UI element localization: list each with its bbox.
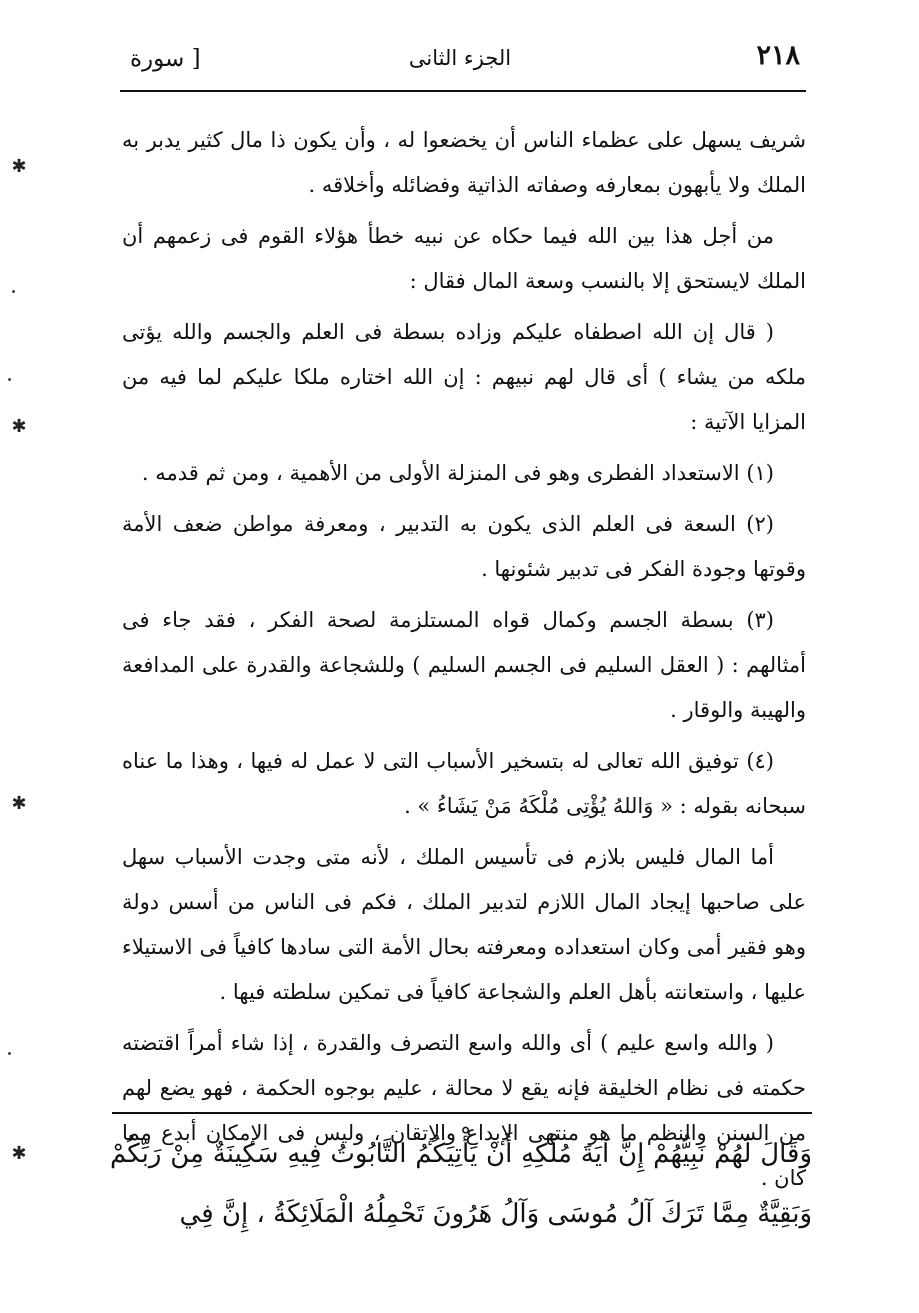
scan-speck <box>8 378 11 381</box>
scan-speck <box>12 290 15 293</box>
list-item-2: (٢) السعة فى العلم الذى يكون به التدبير ، ومعرفة مواطن ضعف الأمة وقوتها وجودة الفكر فى تدبير شئونها . <box>122 512 806 581</box>
margin-mark: ✱ <box>11 1143 27 1164</box>
paragraph-4: أما المال فليس بلازم فى تأسيس الملك ، لأنه متى وجدت الأسباب سهل على صاحبها إيجاد المال اللازم لتدبير الملك ، فكم فى الناس من أسس دولة وهو فقير أمى وكان استعداده ومعرفته بحال الأمة التى سادها كافياً فى الاستيلاء عليها ، واستعانته بأهل العلم والشجاعة كافياً فى تمكين سلطته فيها . <box>122 845 806 1004</box>
verse-rule <box>112 1112 812 1114</box>
header-rule <box>120 90 806 92</box>
margin-mark: ✱ <box>11 416 27 437</box>
paragraph-3: ( قال إن الله اصطفاه عليكم وزاده بسطة فى العلم والجسم والله يؤتى ملكه من يشاء ) أى قال لهم نبيهم : إن الله اختاره ملكا عليكم لما فيه من المزايا الآتية : <box>122 320 806 434</box>
sura-label: [ سورة <box>130 46 201 72</box>
paragraph-2: من أجل هذا بين الله فيما حكاه عن نبيه خطأ هؤلاء القوم فى زعمهم أن الملك لايستحق إلا بالنسب وسعة المال فقال : <box>122 224 806 293</box>
list-item-4: (٤) توفيق الله تعالى له بتسخير الأسباب التى لا عمل له فيها ، وهذا ما عناه سبحانه بقوله : « وَاللهُ يُؤْتِى مُلْكَهُ مَنْ يَشَاءُ » . <box>122 749 806 818</box>
commentary-body <box>122 118 806 1201</box>
page-header <box>120 38 800 84</box>
margin-mark: ✱ <box>11 793 27 814</box>
list-item-1: (١) الاستعداد الفطرى وهو فى المنزلة الأولى من الأهمية ، ومن ثم قدمه . <box>141 461 774 485</box>
section-title: الجزء الثانى <box>408 46 512 70</box>
paragraph-5: ( والله واسع عليم ) أى والله واسع التصرف والقدرة ، إذا شاء أمراً اقتضته حكمته فى نظام الخليقة فإنه يقع لا محالة ، عليم بوجوه الحكمة ، فهو يضع لهم من السنن والنظم ما هو منتهى الإبداع والإتقان ، وليس فى الإمكان أبدع مما كان . <box>122 1031 806 1190</box>
quran-verse-block <box>110 1124 812 1244</box>
paragraph-1: شريف يسهل على عظماء الناس أن يخضعوا له ، وأن يكون ذا مال كثير يدبر به الملك ولا يأبهون بمعارفه وصفاته الذاتية وفضائله وأخلاقه . <box>122 128 806 197</box>
quran-verse: وَقَالَ لَهُمْ نَبِيُّهُمْ إِنَّ آيَةَ مُلْكِهِ أَنْ يَأْتِيَكُمُ التَّابُوتُ فِيهِ سَكِينَةٌ مِنْ رَبِّكُمْ وَبَقِيَّةٌ مِمَّا تَرَكَ آلُ مُوسَى وَآلُ هَرُونَ تَحْمِلُهُ الْمَلَائِكَةُ ، إِنَّ فِي <box>110 1139 812 1229</box>
page-number: ٢١٨ <box>756 40 800 71</box>
list-item-3: (٣) بسطة الجسم وكمال قواه المستلزمة لصحة الفكر ، فقد جاء فى أمثالهم : ( العقل السليم فى الجسم السليم ) وللشجاعة والقدرة على المدافعة والهيبة والوقار . <box>122 608 806 722</box>
scan-speck <box>8 1052 11 1055</box>
margin-mark: ✱ <box>11 156 27 177</box>
